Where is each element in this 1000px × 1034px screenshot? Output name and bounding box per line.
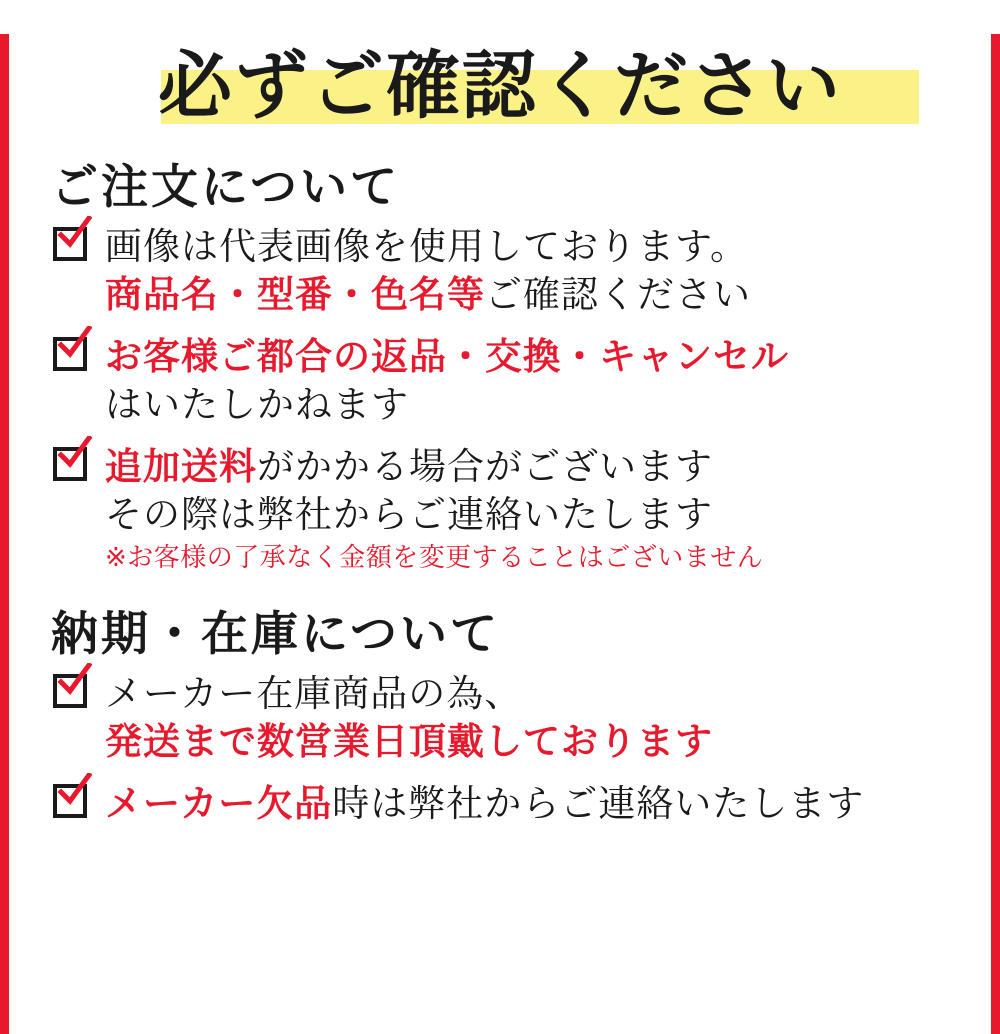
item-text: がかかる場合がございます	[257, 445, 713, 488]
item-text: 発送まで数営業日頂戴しております	[105, 720, 713, 763]
list-item	[43, 443, 957, 577]
item-text: ご確認ください	[485, 273, 751, 316]
item-line	[105, 271, 957, 319]
checkbox-checked-icon	[53, 674, 87, 708]
checkbox-checked-icon	[53, 784, 87, 818]
section-heading: 納期・在庫について	[51, 607, 501, 662]
section-heading: ご注文について	[51, 160, 401, 215]
item-line	[105, 223, 957, 271]
item-line	[105, 780, 957, 828]
item-text: メーカー在庫商品の為、	[105, 672, 523, 715]
item-text: ※お客様の了承なく金額を変更することはございません	[105, 543, 764, 573]
item-text: お客様ご都合の返品・交換・キャンセル	[105, 335, 789, 378]
page-title: 必ずご確認ください	[158, 43, 842, 129]
item-text: 商品名・型番・色名等	[105, 273, 485, 316]
item-line	[105, 670, 957, 718]
item-line	[105, 333, 957, 381]
item-text: 時は弊社からご連絡いたします	[332, 782, 865, 825]
checkbox-checked-icon	[53, 447, 87, 481]
list-item	[43, 223, 957, 319]
item-line	[105, 491, 957, 539]
list-item	[43, 780, 957, 828]
item-text: その際は弊社からご連絡いたします	[105, 493, 713, 536]
checkbox-checked-icon	[53, 227, 87, 261]
item-line	[105, 539, 957, 577]
page-title-wrap	[43, 34, 957, 138]
item-line	[105, 381, 957, 429]
item-text: 画像は代表画像を使用しております。	[105, 225, 749, 268]
list-item	[43, 333, 957, 429]
checkbox-checked-icon	[53, 337, 87, 371]
list-item	[43, 670, 957, 766]
notice-content	[9, 34, 991, 1034]
notice-page	[0, 34, 1000, 1034]
item-text: メーカー欠品	[105, 782, 333, 825]
item-line	[105, 443, 957, 491]
sections-container	[43, 150, 957, 828]
item-text: はいたしかねます	[105, 383, 409, 426]
item-text: 追加送料	[105, 445, 257, 488]
item-line	[105, 718, 957, 766]
